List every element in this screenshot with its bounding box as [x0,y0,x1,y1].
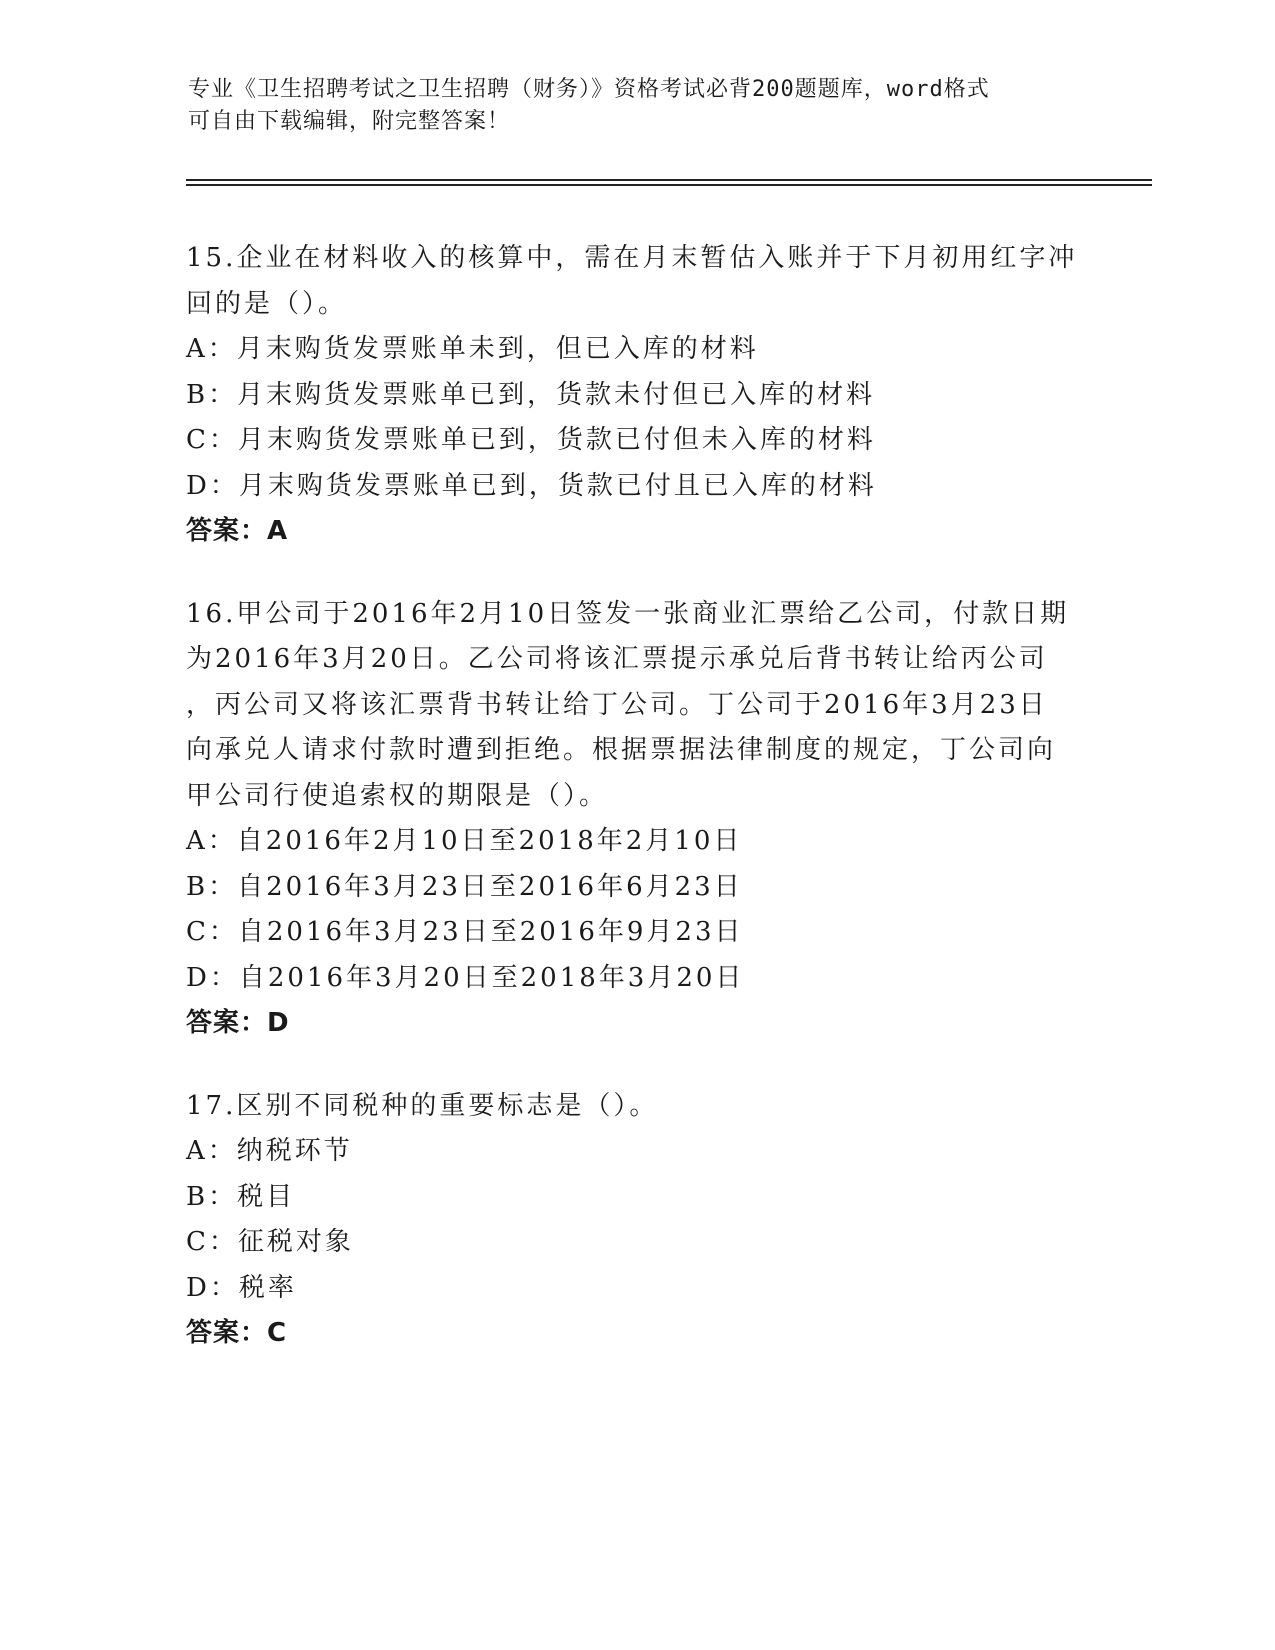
question-stem: 17.区别不同税种的重要标志是（）。 [186,1090,659,1121]
header-line-2: 可自由下载编辑，附完整答案！ [188,109,511,134]
option-a: A：纳税环节 [186,1136,353,1166]
option-a: A：月末购货发票账单未到，但已入库的材料 [186,334,759,364]
question-stem: 15.企业在材料收入的核算中，需在月末暂估入账并于下月初用红字冲 [186,243,1078,273]
question-list [186,236,1086,1394]
answer-label: 答案：A [186,516,289,546]
header-line-1: 专业《卫生招聘考试之卫生招聘（财务）》资格考试必背200题题库，word格式 [188,77,990,102]
option-c: C：自2016年3月23日至2016年9月23日 [186,917,744,947]
option-d: D：自2016年3月20日至2018年3月20日 [186,962,745,993]
option-c: C：月末购货发票账单已到，货款已付但未入库的材料 [186,425,876,455]
question-17 [186,1084,1086,1357]
option-d: D：税率 [186,1272,297,1303]
header-divider-bottom [186,184,1152,186]
answer-label: 答案：C [186,1318,288,1348]
question-stem: 甲公司行使追索权的期限是（）。 [186,780,609,811]
option-b: B：自2016年3月23日至2016年6月23日 [186,871,743,902]
document-header [188,74,1068,138]
option-c: C：征税对象 [186,1227,354,1257]
question-stem: 为2016年3月20日。乙公司将该汇票提示承兑后背书转让给丙公司 [186,644,1048,674]
header-divider-top [186,179,1152,181]
option-d: D：月末购货发票账单已到，货款已付且已入库的材料 [186,470,877,501]
answer-label: 答案：D [186,1008,290,1038]
option-a: A：自2016年2月10日至2018年2月10日 [186,826,743,856]
option-b: B：月末购货发票账单已到，货款未付但已入库的材料 [186,379,876,410]
question-stem: 向承兑人请求付款时遭到拒绝。根据票据法律制度的规定，丁公司向 [186,735,1057,765]
question-stem: ，丙公司又将该汇票背书转让给丁公司。丁公司于2016年3月23日 [186,689,1048,720]
option-b: B：税目 [186,1181,296,1212]
question-stem: 回的是（）。 [186,288,348,319]
question-stem: 16.甲公司于2016年2月10日签发一张商业汇票给乙公司，付款日期 [186,598,1070,629]
question-15 [186,236,1086,555]
question-16 [186,592,1086,1047]
